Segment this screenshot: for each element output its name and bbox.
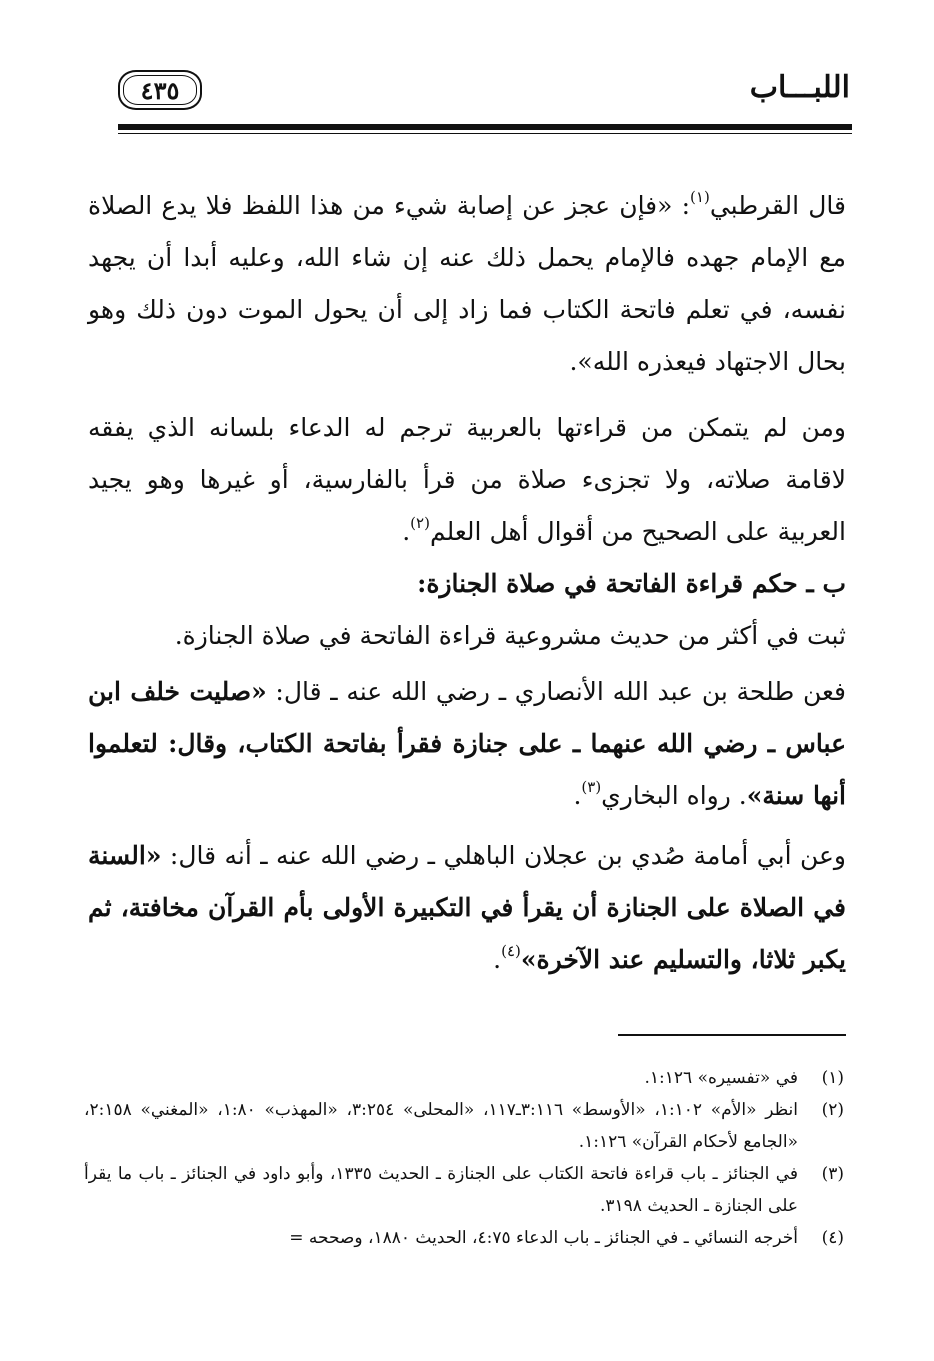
- footnote-text: انظر «الأم» ١:١٠٢، «الأوسط» ٣:١١٦ـ١١٧، «المحلى» ٣:٢٥٤، «المهذب» ١:٨٠، «المغني» ٢:١٥٨، «الجامع لأحكام القرآن» ١:١٢٦.: [84, 1100, 798, 1152]
- footnotes: [84, 1062, 844, 1254]
- footnote-ref-2: (٢): [410, 514, 430, 532]
- footnote-text: في «تفسيره» ١:١٢٦.: [644, 1068, 798, 1088]
- text: قال القرطبي: [709, 191, 846, 220]
- section-heading: ب ـ حكم قراءة الفاتحة في صلاة الجنازة:: [417, 569, 846, 598]
- text: : «فإن عجز عن إصابة شيء من هذا اللفظ فلا يدع الصلاة مع الإمام جهده فالإمام يحمل ذلك عنه إن شاء الله، وعليه أبدا أن يجهد نفسه، في تعلم فاتحة الكتاب فما زاد إلى أن يحول الموت دون ذلك وهو بحال الاجتهاد فيعذره الله».: [88, 191, 846, 376]
- footnote-number: (١): [821, 1068, 844, 1088]
- paragraph-abu-umama-hadith: [88, 830, 846, 986]
- header-rule-thin: [118, 133, 852, 134]
- paragraph-translation: [88, 402, 846, 558]
- paragraph-qurtubi: [88, 180, 846, 388]
- text: .: [573, 781, 582, 810]
- footnote-text: في الجنائز ـ باب قراءة فاتحة الكتاب على الجنازة ـ الحديث ١٣٣٥، وأبو داود في الجنائز ـ باب ما يقرأ على الجنازة ـ الحديث ٣١٩٨.: [84, 1164, 798, 1216]
- footnote-ref-4: (٤): [501, 942, 521, 960]
- footnote-text: أخرجه النسائي ـ في الجنائز ـ باب الدعاء ٤:٧٥، الحديث ١٨٨٠، وصححه =: [289, 1228, 798, 1248]
- text: .: [493, 945, 502, 974]
- hadith-quote: «صليت خلف ابن عباس ـ رضي الله عنهما ـ على جنازة فقرأ بفاتحة الكتاب، وقال: لتعلموا أنها سنة»: [88, 677, 846, 810]
- text: فعن طلحة بن عبد الله الأنصاري ـ رضي الله عنه ـ قال:: [266, 677, 846, 706]
- footnote-number: (٤): [821, 1228, 844, 1248]
- footnote: [84, 1062, 844, 1094]
- paragraph-intro: ثبت في أكثر من حديث مشروعية قراءة الفاتحة في صلاة الجنازة.: [174, 621, 846, 650]
- footnote-number: (٣): [821, 1164, 844, 1184]
- text: .: [402, 517, 411, 546]
- paragraph-talha-hadith: [88, 666, 846, 822]
- footnote-ref-1: (١): [690, 188, 710, 206]
- footnote-number: (٢): [821, 1100, 844, 1120]
- footnote: [84, 1094, 844, 1158]
- footnote-separator: [618, 1034, 846, 1036]
- text: ومن لم يتمكن من قراءتها بالعربية ترجم له الدعاء بلسانه الذي يفقه لاقامة صلاته، ولا تجزىء صلاة من قرأ بالفارسية، أو غيرها وهو يجيد العربية على الصحيح من أقوال أهل العلم: [88, 413, 846, 546]
- footnote: [84, 1222, 844, 1254]
- hadith-quote: «السنة في الصلاة على الجنازة أن يقرأ في التكبيرة الأولى بأم القرآن مخافتة، ثم يكبر ثلاثا، والتسليم عند الآخرة»: [88, 841, 846, 974]
- header-rule: [118, 124, 852, 130]
- running-head: اللبـــاب: [749, 70, 850, 105]
- footnote-ref-3: (٣): [581, 778, 602, 796]
- text: . رواه البخاري: [601, 781, 747, 810]
- text: وعن أبي أمامة صُدي بن عجلان الباهلي ـ رضي الله عنه ـ أنه قال:: [161, 841, 846, 870]
- page-number: ٤٣٥: [118, 70, 202, 110]
- footnote: [84, 1158, 844, 1222]
